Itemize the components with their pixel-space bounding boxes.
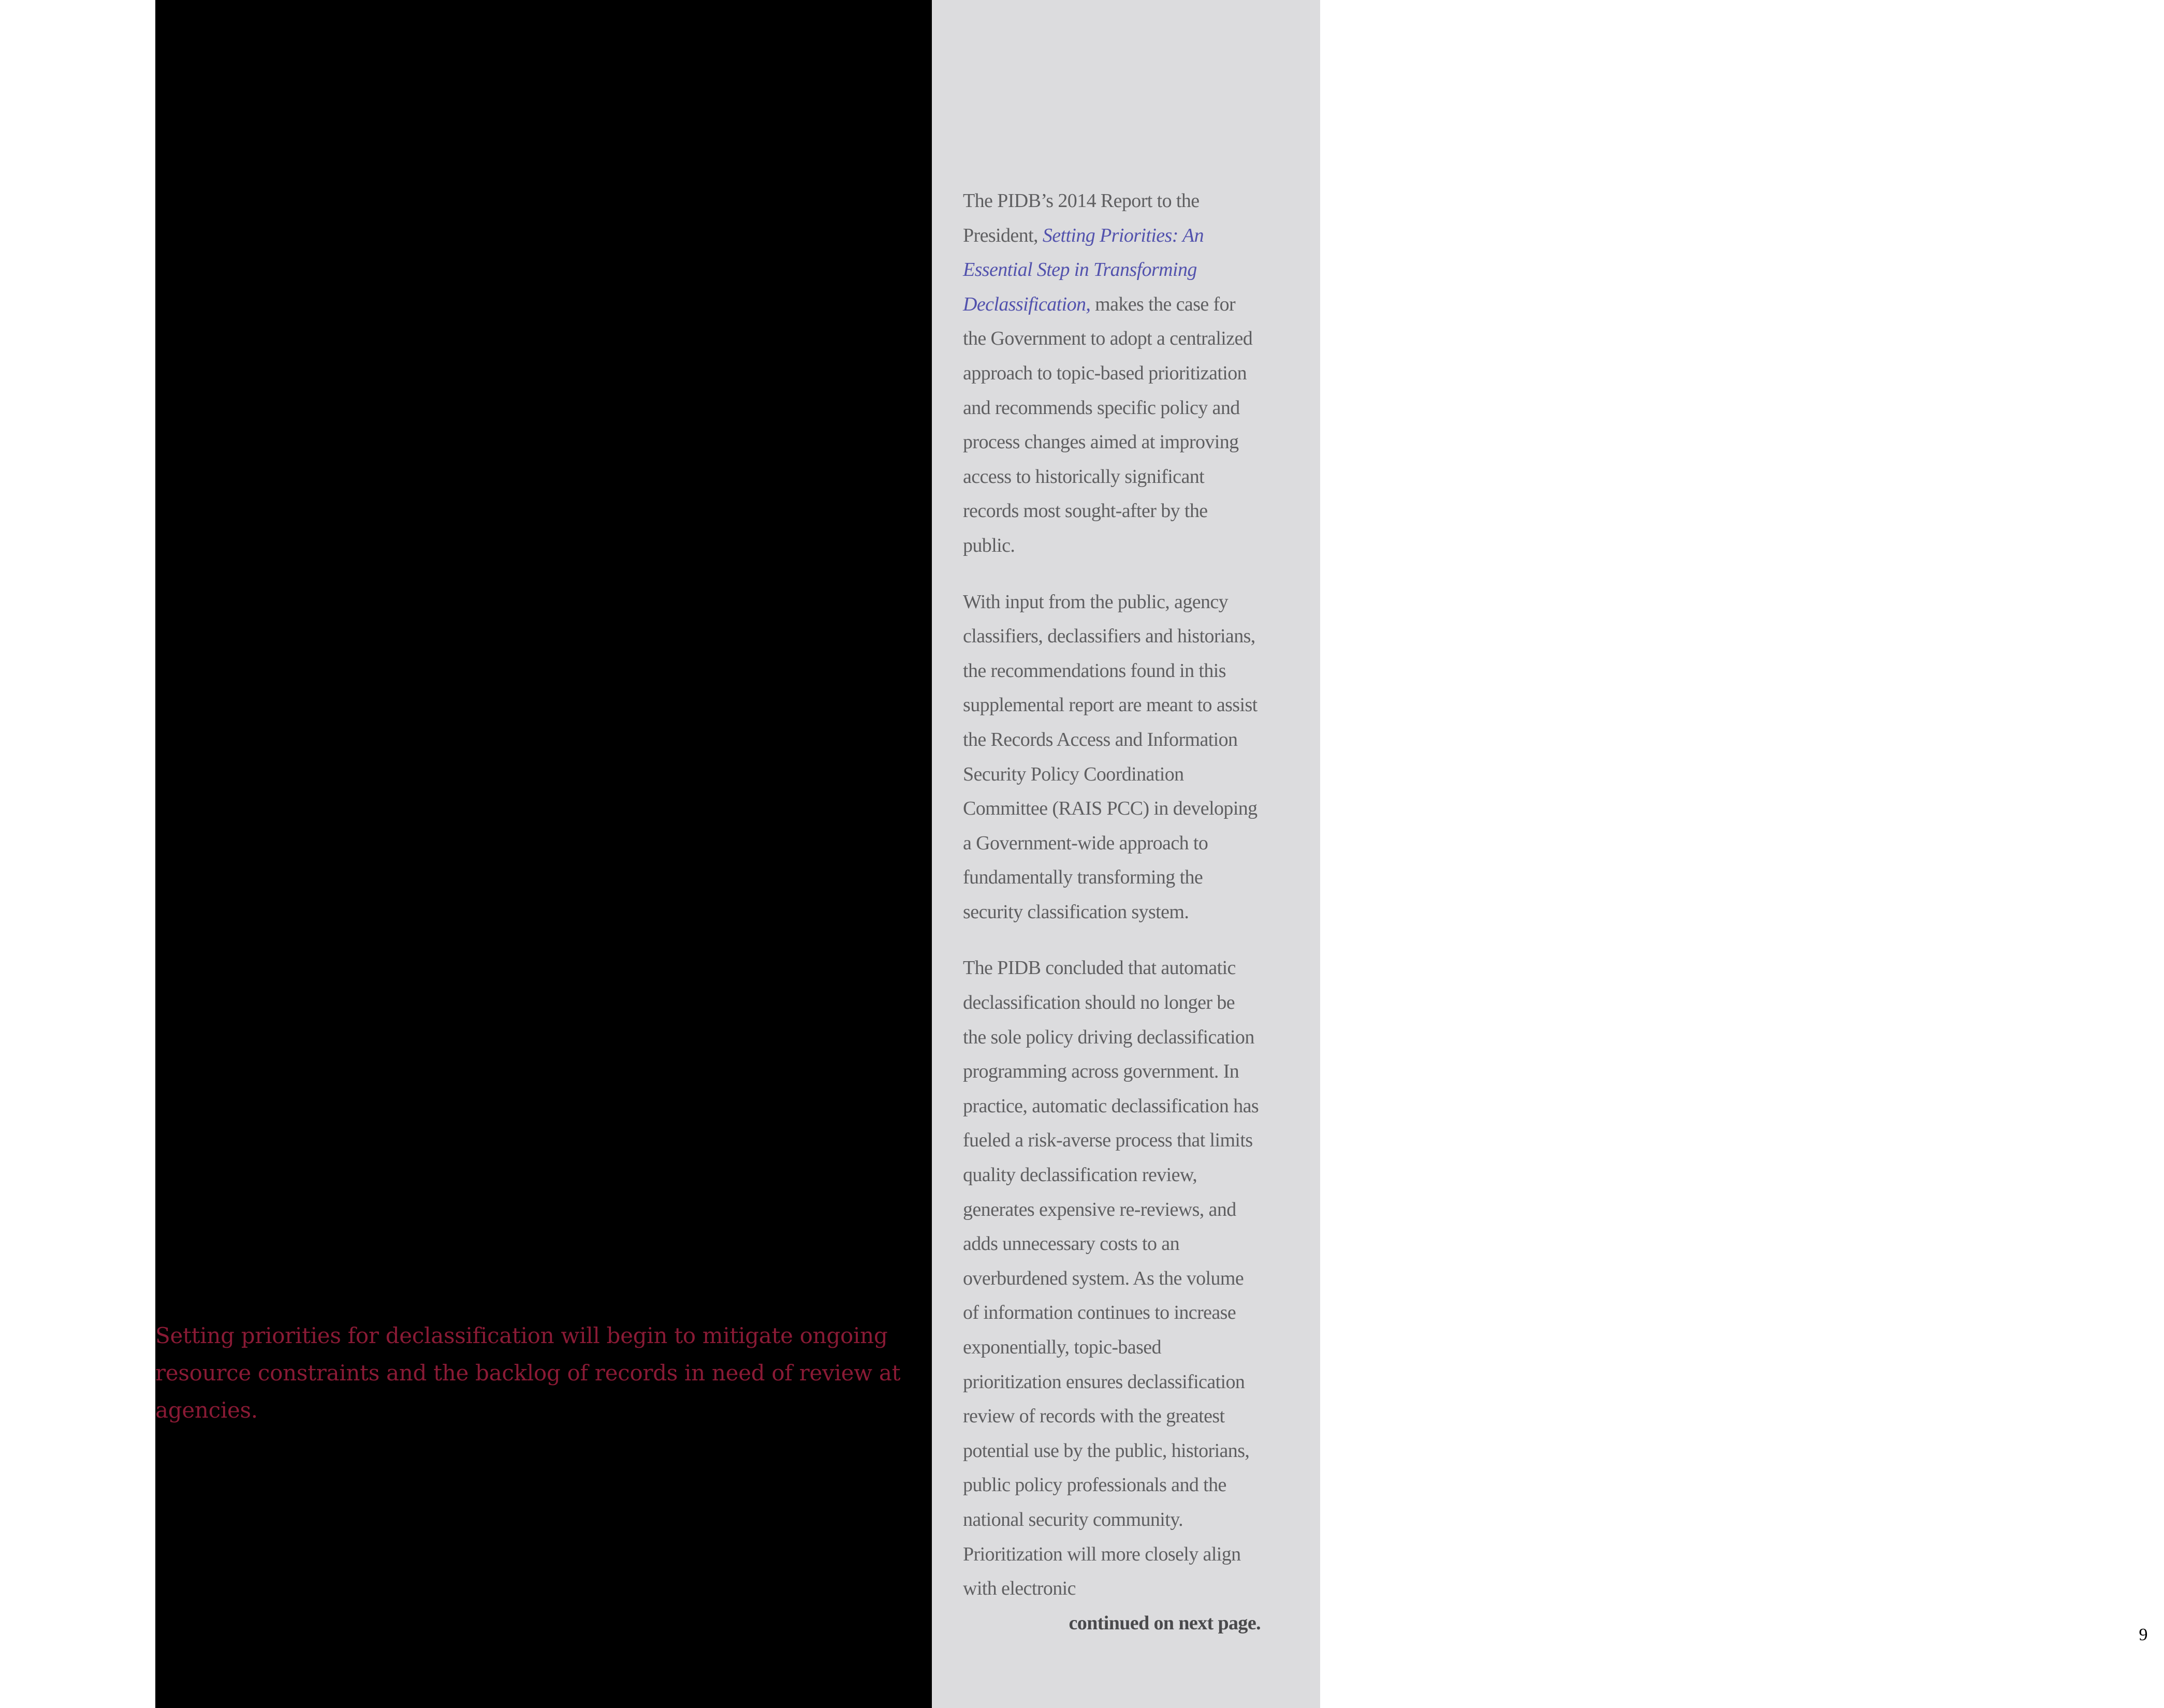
photo-panel	[155, 0, 932, 1708]
sidebar-panel	[932, 0, 2148, 1708]
report-title-link[interactable]: Setting Priorities: An Essential Step in Transforming Declassification,	[963, 224, 1204, 315]
sidebar-text	[963, 184, 1261, 1640]
left-margin	[0, 0, 155, 1708]
sidebar-paragraph-3	[963, 951, 1261, 1640]
continued-note: continued on next page.	[1069, 1612, 1261, 1634]
sidebar-paragraph-1	[963, 184, 1261, 563]
paragraph-1-body: makes the case for the Government to adopt a centralized approach to topic-based prioritization and recommends specific policy and process changes aimed at improving access to historically significant records most sought-after by the public.	[963, 293, 1253, 556]
paragraph-3-body: The PIDB concluded that automatic declassification should no longer be the sole policy driving declassification programming across government. In practice, automatic declassification has fueled a risk-averse process that limits quality declassification review, generates expensive re-reviews, and adds unnecessary costs to an overburdened system. As the volume of information continues to increase exponentially, topic-based prioritization ensures declassification review of records with the greatest potential use by the public, historians, public policy professionals and the national security community. Prioritization will more closely align with electronic	[963, 957, 1259, 1600]
page-number: 9	[2139, 1625, 2148, 1644]
sidebar-paragraph-2: With input from the public, agency classifiers, declassifiers and historians, the recommendations found in this supplemental report are meant to assist the Records Access and Information Security Policy Coordination Committee (RAIS PCC) in developing a Government-wide approach to fundamentally transforming the security classification system.	[963, 591, 1258, 923]
paragraph-1-intro: The PIDB’s 2014 Report to the President,	[963, 190, 1200, 246]
pull-quote: Setting priorities for declassification will begin to mitigate ongoing resource constraints and the backlog of records in need of review at agencies.	[155, 1323, 901, 1423]
